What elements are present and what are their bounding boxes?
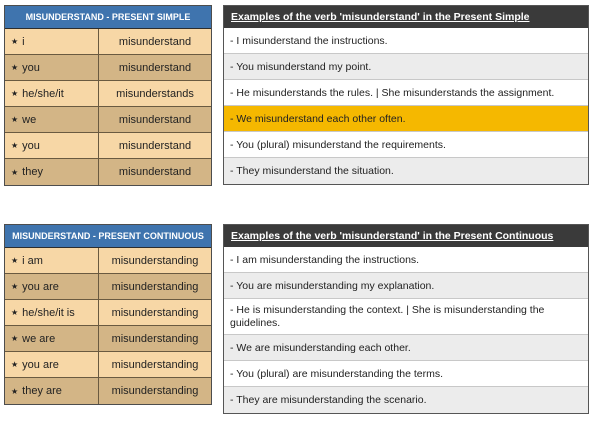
present-continuous-conjugation-table	[4, 224, 212, 405]
present-simple-conjugation-table	[4, 5, 212, 186]
example-row-highlighted: - We misunderstand each other often.	[224, 106, 588, 132]
star-icon: ★	[11, 89, 19, 98]
verb-form: misunderstanding	[111, 306, 199, 319]
star-icon: ★	[11, 282, 19, 291]
subject-label: we are	[22, 332, 56, 345]
table-header: MISUNDERSTAND - PRESENT CONTINUOUS	[5, 225, 211, 248]
subject-label: you are	[22, 280, 59, 293]
star-icon: ★	[11, 115, 19, 124]
example-row: - They are misunderstanding the scenario.	[224, 387, 588, 413]
table-header: MISUNDERSTAND - PRESENT SIMPLE	[5, 6, 211, 29]
example-row: - You are misunderstanding my explanation.	[224, 273, 588, 299]
present-simple-examples-table	[223, 5, 589, 185]
verb-form: misunderstand	[118, 35, 192, 48]
star-icon: ★	[11, 141, 19, 150]
verb-form: misunderstand	[118, 61, 192, 74]
table-row	[5, 274, 211, 300]
examples-header: Examples of the verb 'misunderstand' in the Present Simple	[224, 6, 588, 28]
star-icon: ★	[11, 308, 19, 317]
example-row: - He misunderstands the rules. | She misunderstands the assignment.	[224, 80, 588, 106]
star-icon: ★	[11, 63, 19, 72]
verb-form: misunderstanding	[111, 332, 199, 345]
example-row: - We are misunderstanding each other.	[224, 335, 588, 361]
table-row	[5, 300, 211, 326]
star-icon: ★	[11, 334, 19, 343]
subject-label: you	[22, 61, 40, 74]
example-row: - You (plural) misunderstand the requirements.	[224, 132, 588, 158]
examples-header: Examples of the verb 'misunderstand' in the Present Continuous	[224, 225, 588, 247]
table-row	[5, 55, 211, 81]
subject-label: they are	[22, 385, 62, 397]
verb-form: misunderstanding	[111, 280, 199, 293]
table-row	[5, 326, 211, 352]
example-row: - You misunderstand my point.	[224, 54, 588, 80]
verb-form: misunderstanding	[111, 254, 199, 267]
example-row: - They misunderstand the situation.	[224, 158, 588, 184]
verb-form: misunderstand	[118, 139, 192, 152]
star-icon: ★	[11, 37, 19, 46]
table-row	[5, 248, 211, 274]
example-row: - I misunderstand the instructions.	[224, 28, 588, 54]
subject-label: i	[22, 35, 25, 48]
verb-form: misunderstands	[116, 87, 194, 100]
subject-label: you	[22, 139, 40, 152]
star-icon: ★	[11, 386, 19, 396]
example-row: - You (plural) are misunderstanding the terms.	[224, 361, 588, 387]
table-row	[5, 378, 211, 404]
verb-form: misunderstand	[118, 113, 192, 126]
verb-form: misunderstanding	[111, 385, 199, 397]
example-row: - I am misunderstanding the instructions.	[224, 247, 588, 273]
present-continuous-examples-table	[223, 224, 589, 414]
table-row	[5, 107, 211, 133]
subject-label: we	[22, 113, 37, 126]
subject-label: you are	[22, 358, 59, 371]
verb-form: misunderstand	[118, 166, 192, 178]
subject-label: he/she/it	[22, 87, 64, 100]
subject-label: he/she/it is	[22, 306, 75, 319]
table-row	[5, 29, 211, 55]
table-row	[5, 133, 211, 159]
verb-form: misunderstanding	[111, 358, 199, 371]
star-icon: ★	[11, 256, 19, 265]
table-row	[5, 159, 211, 185]
subject-label: they	[22, 166, 43, 178]
example-row: - He is misunderstanding the context. | She is misunderstanding the guidelines.	[224, 299, 588, 335]
table-row	[5, 81, 211, 107]
star-icon: ★	[11, 360, 19, 369]
subject-label: i am	[22, 254, 43, 267]
star-icon: ★	[11, 167, 19, 177]
table-row	[5, 352, 211, 378]
